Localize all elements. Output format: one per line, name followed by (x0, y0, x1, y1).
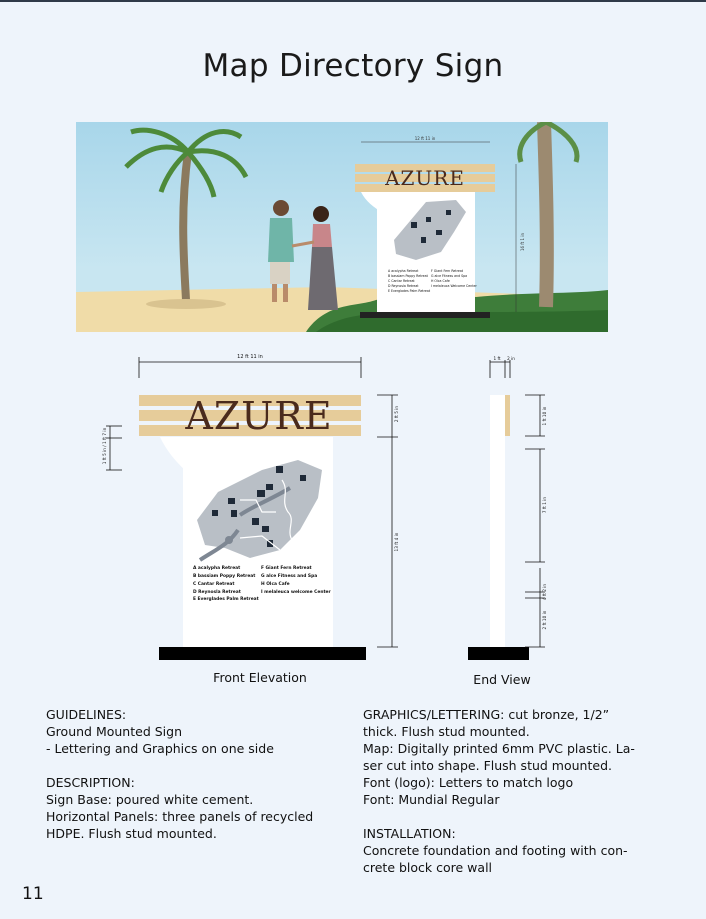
end-header-dim: 1 ft 10 in (542, 406, 547, 426)
end-top-dim-b: 2 in (507, 356, 515, 361)
graphics-line: Font (logo): Letters to match logo (363, 775, 574, 790)
installation-heading: INSTALLATION: (363, 826, 456, 841)
svg-text:D Reynosla Retreat: D Reynosla Retreat (388, 284, 419, 288)
svg-text:C Cantar Retreat: C Cantar Retreat (388, 279, 415, 283)
sign-footing (159, 647, 366, 660)
description-heading: DESCRIPTION: (46, 775, 135, 790)
description-line: Sign Base: poured white cement. (46, 792, 254, 807)
hero-width-dim: 12 ft 11 in (414, 136, 436, 141)
front-header-dim: 2 ft 5 in (394, 405, 399, 423)
end-view (468, 356, 547, 660)
hero-height-dim: 16 ft 1 in (520, 232, 525, 252)
installation-line: crete block core wall (363, 860, 493, 875)
end-lower-dim-b: 2 ft 10 in (542, 610, 547, 630)
description-line: Horizontal Panels: three panels of recycled (46, 809, 314, 824)
front-left-dims (106, 426, 122, 470)
svg-text:H Olca Cafe: H Olca Cafe (431, 279, 450, 283)
end-body-dim: 7 ft 1 in (542, 496, 547, 514)
svg-text:E Everglades Palm Retreat: E Everglades Palm Retreat (388, 289, 431, 293)
end-top-dim-a: 1 ft (493, 356, 501, 361)
page-title: Map Directory Sign (202, 48, 504, 84)
end-lower-dim-a: 4 ft 2 in (542, 583, 547, 601)
svg-text:I melaleuca Welcome Center: I melaleuca Welcome Center (431, 284, 477, 288)
svg-text:A acalypha Retreat: A acalypha Retreat (193, 566, 241, 571)
front-elevation-label: Front Elevation (213, 670, 307, 685)
svg-text:D Reynosla Retreat: D Reynosla Retreat (193, 590, 241, 595)
front-right-dims (377, 395, 398, 647)
graphics-line: Map: Digitally printed 6mm PVC plastic. La- (363, 741, 635, 756)
page-number: 11 (22, 884, 44, 904)
graphics-line: ser cut into shape. Flush stud mounted. (363, 758, 612, 773)
graphics-line: thick. Flush stud mounted. (363, 724, 530, 739)
sign-logo: AZURE (185, 394, 333, 438)
front-body-dim: 13 ft 4 in (394, 532, 399, 552)
end-footing (468, 647, 529, 660)
hero-sign-logo: AZURE (385, 166, 465, 190)
sign-shoulder (160, 437, 185, 470)
svg-text:B bassiam Poppy Retreat: B bassiam Poppy Retreat (388, 274, 428, 278)
installation-line: Concrete foundation and footing with con- (363, 843, 628, 858)
front-width-dim: 12 ft 11 in (237, 354, 263, 360)
svg-text:E Everglades Palm Retreat: E Everglades Palm Retreat (193, 597, 259, 602)
svg-text:B bassiam Poppy Retreat: B bassiam Poppy Retreat (193, 574, 256, 579)
front-elevation (102, 354, 399, 660)
right-column (363, 706, 653, 876)
left-column (46, 706, 336, 842)
svg-text:C Cantar Retreat: C Cantar Retreat (193, 582, 235, 587)
svg-text:G alce Fitness and Spa: G alce Fitness and Spa (431, 274, 468, 278)
end-right-dims (525, 395, 545, 647)
svg-text:A acalypha Retreat: A acalypha Retreat (388, 269, 419, 273)
guidelines-line: - Lettering and Graphics on one side (46, 741, 274, 756)
svg-text:I melaleuca welcome Center: I melaleuca welcome Center (261, 590, 331, 595)
svg-text:G alce Fitness and Spa: G alce Fitness and Spa (261, 574, 318, 579)
end-panel-edge (505, 395, 510, 436)
graphics-line: GRAPHICS/LETTERING: cut bronze, 1/2” (363, 707, 610, 722)
svg-text:H Olca Cafe: H Olca Cafe (261, 582, 290, 587)
svg-text:F Giant Fern Retreat: F Giant Fern Retreat (261, 566, 312, 571)
end-view-label: End View (473, 672, 531, 687)
guidelines-heading: GUIDELINES: (46, 707, 127, 722)
guidelines-line: Ground Mounted Sign (46, 724, 182, 739)
description-line: HDPE. Flush stud mounted. (46, 826, 217, 841)
graphics-line: Font: Mundial Regular (363, 792, 500, 807)
end-body (490, 395, 505, 647)
front-left-dim: 1 ft 5 in / 1 ft 7 in (102, 427, 107, 465)
svg-text:F Giant Fern Retreat: F Giant Fern Retreat (431, 269, 464, 273)
